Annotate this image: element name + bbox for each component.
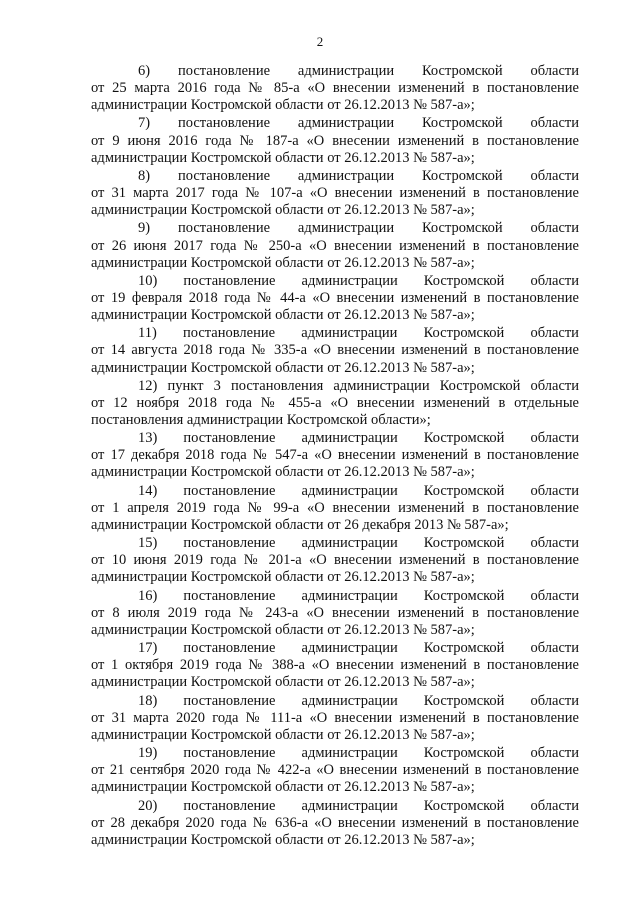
item-word: постановление bbox=[183, 272, 276, 289]
item-word: Костромской bbox=[423, 430, 505, 447]
item-number: 15) bbox=[138, 535, 158, 552]
list-item bbox=[91, 483, 579, 534]
item-word: постановление bbox=[183, 482, 276, 499]
list-item bbox=[91, 378, 579, 429]
item-word: области bbox=[530, 482, 579, 499]
list-item bbox=[91, 115, 579, 166]
item-word: администрации bbox=[297, 115, 395, 132]
item-second-line: от 12 ноября 2018 года № 455-а «О внесении изменений в отдельные bbox=[91, 394, 579, 411]
item-word: администрации bbox=[301, 745, 398, 762]
item-third-line: администрации Костромской области от 26.12.2013 № 587-а»; bbox=[91, 254, 475, 271]
item-word: области bbox=[530, 115, 579, 132]
item-second-line: от 1 апреля 2019 года № 99-а «О внесении изменений в постановление bbox=[91, 499, 579, 516]
item-first-line bbox=[91, 115, 579, 132]
item-word: Костромской bbox=[423, 797, 505, 814]
item-word: области bbox=[530, 797, 579, 814]
item-word: администрации bbox=[301, 535, 398, 552]
item-word: постановление bbox=[177, 167, 271, 184]
item-third-line: администрации Костромской области от 26.12.2013 № 587-а»; bbox=[91, 674, 475, 691]
item-third-line: администрации Костромской области от 26.12.2013 № 587-а»; bbox=[91, 149, 475, 166]
item-word: постановление bbox=[183, 640, 276, 657]
list-item bbox=[91, 798, 579, 849]
item-second-line: от 14 августа 2018 года № 335-а «О внесении изменений в постановление bbox=[91, 342, 579, 359]
item-word: Костромской bbox=[423, 745, 505, 762]
item-number: 11) bbox=[138, 325, 157, 342]
item-word: Костромской bbox=[421, 220, 503, 237]
item-word: администрации bbox=[301, 797, 398, 814]
item-word: постановление bbox=[183, 535, 276, 552]
item-word: постановление bbox=[183, 745, 276, 762]
item-third-line: администрации Костромской области от 26.12.2013 № 587-а»; bbox=[91, 307, 475, 324]
item-word: области bbox=[530, 325, 579, 342]
item-word: области bbox=[530, 535, 579, 552]
item-word: администрации bbox=[301, 587, 398, 604]
list-item bbox=[91, 535, 579, 586]
item-word: области bbox=[530, 272, 579, 289]
item-first-line bbox=[91, 798, 579, 815]
item-number: 8) bbox=[138, 167, 151, 184]
item-word: администрации bbox=[297, 167, 395, 184]
item-word: администрации bbox=[301, 692, 398, 709]
item-word: постановление bbox=[177, 220, 271, 237]
item-third-line: администрации Костромской области от 26.12.2013 № 587-а»; bbox=[91, 202, 475, 219]
item-number: 17) bbox=[138, 640, 158, 657]
list-item bbox=[91, 63, 579, 114]
item-number: 14) bbox=[138, 482, 158, 499]
item-word: области bbox=[530, 745, 579, 762]
item-third-line: администрации Костромской области от 26.12.2013 № 587-а»; bbox=[91, 359, 475, 376]
item-first-line bbox=[91, 535, 579, 552]
item-first-line bbox=[91, 430, 579, 447]
item-second-line: от 21 сентября 2020 года № 422-а «О внесении изменений в постановление bbox=[91, 762, 579, 779]
item-word: области bbox=[530, 167, 579, 184]
item-word: области bbox=[530, 63, 579, 79]
item-word: постановление bbox=[177, 63, 271, 79]
item-word: администрации bbox=[301, 482, 398, 499]
item-word: постановление bbox=[183, 797, 276, 814]
item-third-line: администрации Костромской области от 26.12.2013 № 587-а»; bbox=[91, 464, 475, 481]
list-item bbox=[91, 168, 579, 219]
page-number: 2 bbox=[316, 34, 324, 49]
item-number: 18) bbox=[138, 692, 158, 709]
list-item bbox=[91, 220, 579, 271]
item-third-line: администрации Костромской области от 26.12.2013 № 587-а»; bbox=[91, 779, 475, 796]
item-second-line: от 1 октября 2019 года № 388-а «О внесении изменений в постановление bbox=[91, 657, 579, 674]
item-first-line bbox=[91, 273, 579, 290]
item-second-line: от 10 июня 2019 года № 201-а «О внесении изменений в постановление bbox=[91, 552, 579, 569]
item-word: администрации bbox=[301, 640, 398, 657]
list-item bbox=[91, 273, 579, 324]
item-word: Костромской bbox=[423, 482, 505, 499]
item-second-line: от 31 марта 2020 года № 111-а «О внесении изменений в постановление bbox=[91, 709, 579, 726]
item-second-line: от 31 марта 2017 года № 107-а «О внесении изменений в постановление bbox=[91, 185, 579, 202]
item-number: 16) bbox=[138, 587, 158, 604]
item-first-line bbox=[91, 168, 579, 185]
item-first-line bbox=[91, 745, 579, 762]
item-word: области bbox=[530, 220, 579, 237]
list-item bbox=[91, 745, 579, 796]
item-word: Костромской bbox=[423, 692, 505, 709]
list-item bbox=[91, 588, 579, 639]
item-first-line: 12) пункт 3 постановления администрации Костромской области bbox=[138, 377, 579, 394]
list-item bbox=[91, 430, 579, 481]
item-first-line bbox=[91, 63, 579, 80]
item-third-line: постановления администрации Костромской области»; bbox=[91, 412, 431, 428]
item-second-line: от 28 декабря 2020 года № 636-а «О внесении изменений в постановление bbox=[91, 814, 579, 831]
item-word: постановление bbox=[177, 115, 271, 132]
item-first-line bbox=[91, 325, 579, 342]
item-word: Костромской bbox=[421, 115, 503, 132]
item-second-line: от 8 июля 2019 года № 243-а «О внесении изменений в постановление bbox=[91, 604, 579, 621]
item-number: 13) bbox=[138, 430, 158, 447]
item-second-line: от 26 июня 2017 года № 250-а «О внесении изменений в постановление bbox=[91, 237, 579, 254]
item-third-line: администрации Костромской области от 26.12.2013 № 587-а»; bbox=[91, 726, 475, 743]
item-word: постановление bbox=[182, 325, 276, 342]
item-word: Костромской bbox=[423, 587, 505, 604]
item-second-line: от 9 июня 2016 года № 187-а «О внесении изменений в постановление bbox=[91, 132, 579, 149]
item-word: администрации bbox=[301, 272, 398, 289]
item-word: администрации bbox=[297, 63, 395, 79]
item-second-line: от 19 февраля 2018 года № 44-а «О внесении изменений в постановление bbox=[91, 289, 579, 306]
item-number: 19) bbox=[138, 745, 158, 762]
item-first-line bbox=[91, 640, 579, 657]
item-word: области bbox=[530, 430, 579, 447]
item-first-line bbox=[91, 220, 579, 237]
item-word: Костромской bbox=[421, 63, 503, 79]
item-third-line: администрации Костромской области от 26.12.2013 № 587-а»; bbox=[91, 569, 475, 586]
item-number: 10) bbox=[138, 272, 158, 289]
list-item bbox=[91, 640, 579, 691]
item-first-line bbox=[91, 588, 579, 605]
item-word: Костромской bbox=[423, 535, 505, 552]
item-word: Костромской bbox=[421, 167, 503, 184]
item-number: 9) bbox=[138, 220, 151, 237]
item-number: 20) bbox=[138, 797, 158, 814]
item-word: постановление bbox=[183, 587, 276, 604]
item-word: администрации bbox=[297, 220, 395, 237]
item-third-line: администрации Костромской области от 26 декабря 2013 № 587-а»; bbox=[91, 516, 509, 533]
item-word: постановление bbox=[183, 430, 276, 447]
item-word: администрации bbox=[301, 325, 398, 342]
item-number: 7) bbox=[138, 115, 151, 132]
item-first-line bbox=[91, 483, 579, 500]
list-item bbox=[91, 325, 579, 376]
item-word: области bbox=[530, 587, 579, 604]
item-number: 6) bbox=[138, 63, 151, 79]
item-word: Костромской bbox=[423, 640, 505, 657]
item-second-line: от 17 декабря 2018 года № 547-а «О внесении изменений в постановление bbox=[91, 447, 579, 464]
item-word: Костромской bbox=[423, 272, 505, 289]
item-second-line: от 25 марта 2016 года № 85-а «О внесении изменений в постановление bbox=[91, 80, 579, 97]
item-word: постановление bbox=[183, 692, 276, 709]
item-third-line: администрации Костромской области от 26.12.2013 № 587-а»; bbox=[91, 97, 475, 114]
item-word: области bbox=[530, 692, 579, 709]
item-word: Костромской bbox=[423, 325, 505, 342]
amendment-list bbox=[91, 63, 579, 850]
list-item bbox=[91, 693, 579, 744]
item-first-line bbox=[91, 693, 579, 710]
item-third-line: администрации Костромской области от 26.12.2013 № 587-а»; bbox=[91, 621, 475, 638]
item-third-line: администрации Костромской области от 26.12.2013 № 587-а»; bbox=[91, 831, 475, 848]
item-word: области bbox=[530, 640, 579, 657]
item-word: администрации bbox=[301, 430, 398, 447]
